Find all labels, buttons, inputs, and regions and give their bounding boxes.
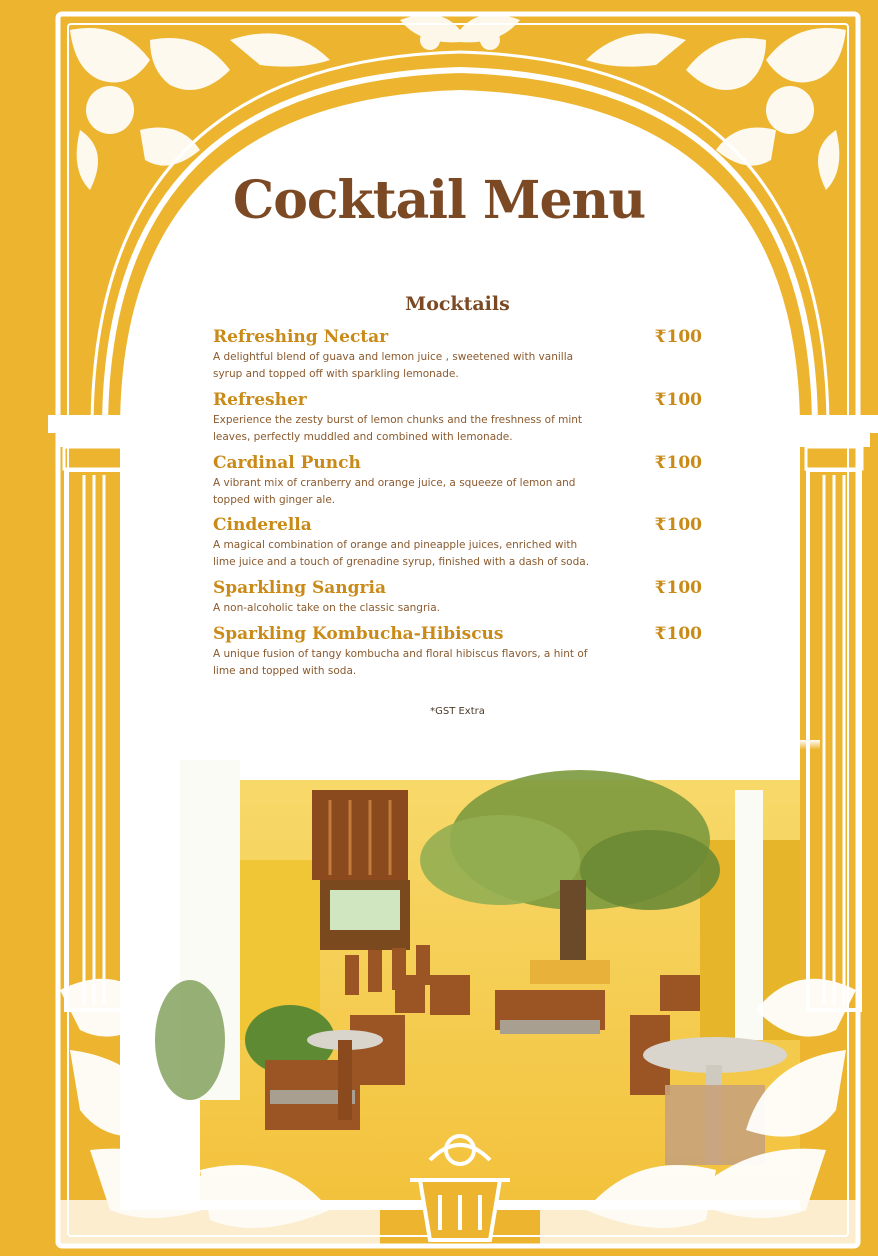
item-price: ₹100 [654,390,702,410]
item-description: A non-alcoholic take on the classic sangria. [213,602,440,614]
menu-item [213,514,708,577]
item-description: A magical combination of orange and pineapple juices, enriched with lime juice and a touch of grenadine syrup, finished with a dash of soda. [213,539,590,568]
menu-item [213,389,708,452]
section-title-mocktails: Mocktails [405,293,510,315]
item-description: A unique fusion of tangy kombucha and floral hibiscus flavors, a hint of lime and topped with soda. [213,648,588,677]
menu-item [213,452,708,514]
item-description: A vibrant mix of cranberry and orange juice, a squeeze of lemon and topped with ginger ale. [213,477,576,506]
item-name: Cardinal Punch [213,453,361,473]
menu-item [213,623,708,685]
restaurant-courtyard-photo [150,740,820,1200]
item-price: ₹100 [654,327,702,347]
item-price: ₹100 [654,515,702,535]
menu-item [213,326,708,389]
page-title: Cocktail Menu [232,170,646,231]
menu-item [213,577,708,623]
item-price: ₹100 [654,624,702,644]
menu-items-list [213,326,708,685]
floral-ornament-top-center [400,14,520,50]
item-name: Sparkling Kombucha-Hibiscus [213,624,504,644]
item-name: Cinderella [213,515,312,535]
gst-footnote: *GST Extra [430,706,485,717]
item-description: A delightful blend of guava and lemon juice , sweetened with vanilla syrup and topped off with sparkling lemonade. [213,351,574,380]
item-name: Refreshing Nectar [213,327,389,347]
item-name: Sparkling Sangria [213,578,386,598]
item-price: ₹100 [654,453,702,473]
item-description: Experience the zesty burst of lemon chunks and the freshness of mint leaves, perfectly muddled and combined with lemonade. [213,414,583,443]
item-price: ₹100 [654,578,702,598]
item-name: Refresher [213,390,307,410]
